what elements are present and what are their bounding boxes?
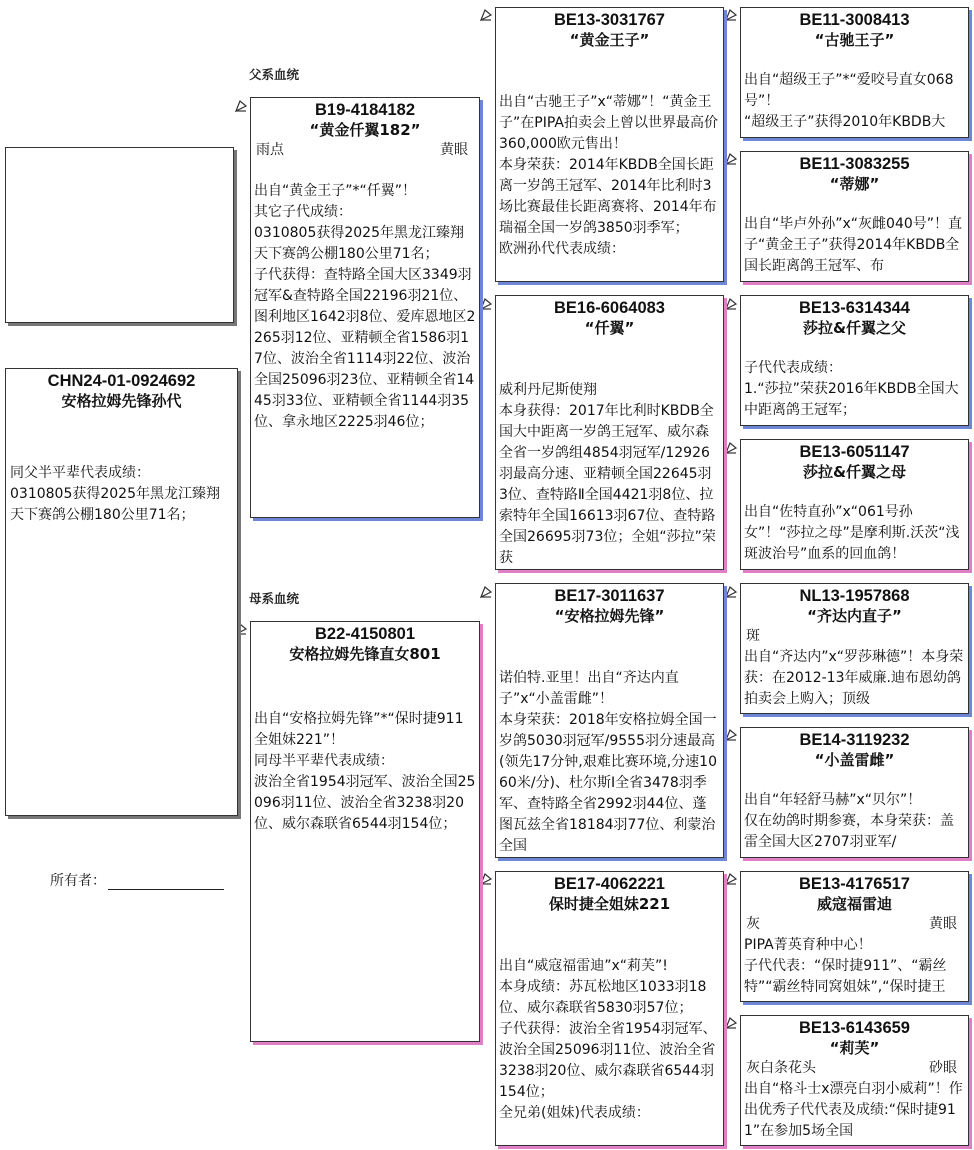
sss-card[interactable] (740, 7, 969, 138)
ddd-name: “莉芙” (829, 1039, 880, 1057)
sire-eye: 黄眼 (440, 142, 468, 158)
dds-eye: 黄眼 (929, 916, 957, 932)
ddd-attrs (744, 1058, 965, 1079)
flag-icon[interactable] (724, 1016, 738, 1030)
sds-desc: 子代代表成绩： 1.“莎拉”荣获2016年KBDB全国大中距离鸽王冠军； (744, 360, 959, 418)
dam-card[interactable] (250, 621, 480, 1042)
ssd-name: “蒂娜” (829, 175, 880, 193)
ssd-card[interactable] (740, 151, 969, 282)
flag-icon[interactable] (479, 585, 493, 599)
sss-desc: 出自“超级王子”*“爱咬号直女068号”！ “超级王子”获得2010年KBDB大 (744, 72, 954, 130)
ddd-eye: 砂眼 (929, 1060, 957, 1076)
sd-card[interactable] (495, 295, 724, 570)
flag-icon[interactable] (724, 728, 738, 742)
sdd-card[interactable] (740, 439, 969, 570)
photo-frame (5, 147, 234, 323)
subject-card[interactable] (5, 368, 238, 816)
ds-desc: 诺伯特.亚里！出自“齐达内直子”x“小盖雷雌”！ 本身荣获：2018年安格拉姆全国一岁鸽5030羽冠军/9555羽分速最高(领先17分钟,艰难比赛环境,分速1060米/分)、杜尔斯Ⅰ全省3478羽季军、查特路全省2992羽44位、蓬图瓦兹全省18184羽77位、利蒙治全国 (499, 670, 717, 854)
dam-desc: 出自“安格拉姆先锋”*“保时捷911全姐妹221”！ 同母半平辈代表成绩： 波治全省1954羽冠军、波治全国25096羽11位、波治全省3238羽20位、威尔森联省6544羽154位； (254, 711, 476, 832)
dam-line-label: 母系血统 (249, 591, 300, 606)
flag-icon[interactable] (724, 585, 738, 599)
sd-ring: BE16-6064083 (553, 299, 665, 317)
flag-icon[interactable] (724, 152, 738, 166)
ss-ring: BE13-3031767 (553, 11, 665, 29)
sire-attrs (254, 140, 476, 161)
dd-card[interactable] (495, 871, 724, 1146)
ddd-card[interactable] (740, 1015, 969, 1146)
dds-desc: PIPA菁英育种中心！ 子代代表：“保时捷911”、“霸丝特”“霸丝特同窝姐妹”,“保时捷王 (744, 937, 947, 995)
dd-ring: BE17-4062221 (553, 875, 665, 893)
flag-icon[interactable] (724, 441, 738, 455)
sd-desc: 威利丹尼斯使翔 本身获得：2017年比利时KBDB全国大中距离一岁鸽王冠军、威尔森全省一岁鸽组4854羽冠军/12926羽最高分速、亚精顿全国22645羽3位、查特路Ⅱ全国4421羽8位、拉索特年全国16613羽67位、查特路全国26695羽73位；全姐“莎拉”荣获 (499, 382, 716, 566)
ds-card[interactable] (495, 583, 724, 858)
sss-ring: BE11-3008413 (799, 11, 910, 29)
owner-label: 所有者： (50, 873, 106, 889)
dsd-desc: 出自“年轻舒马赫”x“贝尔”！ 仅在幼鸽时期参赛，本身荣获：盖雷全国大区2707羽亚军/ (744, 792, 954, 850)
dss-attrs (744, 626, 965, 647)
sdd-name: 莎拉&仟翼之母 (802, 463, 907, 481)
sire-desc: 出自“黄金王子”*“仟翼”！ 其它子代成绩： 0310805获得2025年黑龙江臻翔天下赛鸽公棚180公里71名； 子代获得：查特路全国大区3349羽冠军&查特路全国22196羽21位、图利地区1642羽8位、爱库恩地区2265羽12位、亚精顿全省1586羽17位、波治全省1114羽22位、波治全国25096羽23位、亚精顿全省1445羽33位、亚精顿全省1144羽35位、拿永地区2225羽46位； (254, 183, 476, 430)
ds-name: “安格拉姆先锋” (554, 607, 665, 625)
sdd-desc: 出自“佐特直孙”x“061号孙女”！“莎拉之母”是摩利斯.沃茨“浅斑波治号”血系的回血鸽！ (744, 504, 960, 562)
dss-card[interactable] (740, 583, 969, 714)
ssd-ring: BE11-3083255 (799, 155, 910, 173)
subject-desc: 同父半平辈代表成绩： 0310805获得2025年黑龙江臻翔天下赛鸽公棚180公里71名； (10, 465, 220, 523)
sdd-ring: BE13-6051147 (799, 443, 910, 461)
dss-ring: NL13-1957868 (799, 587, 910, 605)
flag-icon[interactable] (234, 99, 248, 113)
dds-card[interactable] (740, 871, 969, 1002)
dd-name: 保时捷全姐妹221 (548, 895, 671, 913)
dds-name: 威寇福雷迪 (816, 895, 892, 913)
sds-ring: BE13-6314344 (798, 299, 910, 317)
subject-ring: CHN24-01-0924692 (47, 372, 196, 390)
dd-desc: 出自“威寇福雷迪”x“莉芙”! 本身成绩：苏瓦松地区1033羽18位、威尔森联省5830羽57位； 子代获得：波治全省1954羽冠军、波治全国25096羽11位、波治全省3238羽20位、威尔森联省6544羽154位； 全兄弟(姐妹)代表成绩： (499, 958, 717, 1121)
sds-name: 莎拉&仟翼之父 (802, 319, 907, 337)
dam-name: 安格拉姆先锋直女801 (289, 645, 441, 663)
ssd-desc: 出自“毕卢外孙”x“灰雌040号”！直子“黄金王子”获得2014年KBDB全国长距离鸽王冠军、布 (744, 216, 963, 274)
sire-color: 雨点 (256, 142, 284, 158)
ddd-ring: BE13-6143659 (798, 1019, 910, 1037)
flag-icon[interactable] (724, 8, 738, 22)
flag-icon[interactable] (479, 297, 493, 311)
ddd-color: 灰白条花头 (746, 1060, 816, 1076)
sire-line-label: 父系血统 (249, 67, 300, 82)
flag-icon[interactable] (724, 872, 738, 886)
dss-color: 斑 (746, 628, 760, 644)
dsd-ring: BE14-3119232 (799, 731, 910, 749)
ss-desc: 出自“古驰王子”x“蒂娜”！“黄金王子”在PIPA拍卖会上曾以世界最高价360,000欧元售出！ 本身荣获：2014年KBDB全国长距离一岁鸽王冠军、2014年比利时3场比赛最佳长距离赛将、2014年布瑞福全国一岁鸽3850羽季军； 欧洲孙代代表成绩： (499, 94, 718, 257)
subject-name: 安格拉姆先锋孙代 (61, 392, 182, 410)
dss-desc: 出自“齐达内”x“罗莎琳德”！本身荣获：在2012-13年威廉.迪布恩幼鸽拍卖会上购入；顶级 (744, 649, 964, 707)
owner-line (108, 889, 224, 890)
flag-icon[interactable] (479, 872, 493, 886)
owner-field[interactable] (50, 870, 224, 890)
sd-name: “仟翼” (584, 319, 635, 337)
ss-card[interactable] (495, 7, 724, 282)
dds-ring: BE13-4176517 (798, 875, 910, 893)
dsd-card[interactable] (740, 727, 969, 858)
sss-name: “古驰王子” (814, 31, 895, 49)
flag-icon[interactable] (479, 8, 493, 22)
ddd-desc: 出自“格斗士x漂亮白羽小威莉”！作出优秀子代代表及成绩:“保时捷911”在参加5场全国 (744, 1081, 963, 1139)
dds-color: 灰 (746, 916, 760, 932)
dam-ring: B22-4150801 (315, 625, 415, 643)
sire-ring: B19-4184182 (315, 101, 415, 119)
dds-attrs (744, 914, 965, 935)
dss-name: “齐达内直子” (807, 607, 902, 625)
sds-card[interactable] (740, 295, 969, 426)
flag-icon[interactable] (724, 297, 738, 311)
ds-ring: BE17-3011637 (554, 587, 665, 605)
sire-name: “黄金仟翼182” (309, 121, 421, 139)
sire-card[interactable] (250, 97, 480, 518)
ss-name: “黄金王子” (569, 31, 650, 49)
dsd-name: “小盖雷雌” (814, 751, 895, 769)
